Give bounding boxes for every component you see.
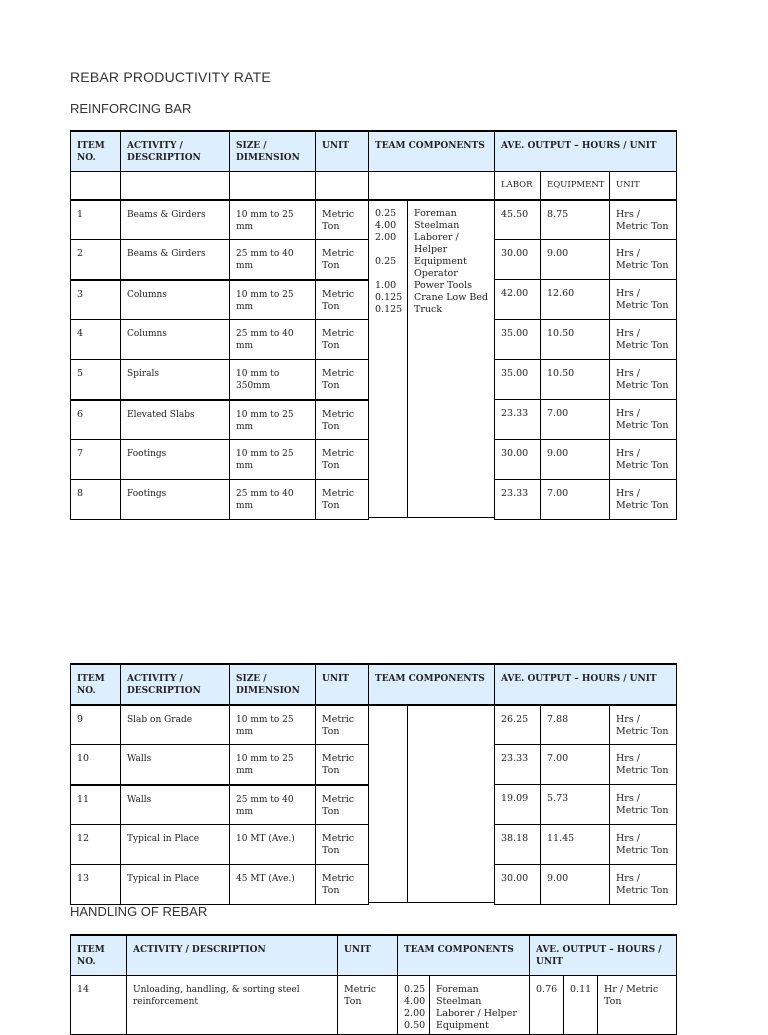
header-activity: ACTIVITY / DESCRIPTION bbox=[120, 130, 230, 172]
row-3-labor: 42.00 bbox=[494, 279, 541, 320]
team-quantities: 0.25 4.00 2.00 0.25 1.00 0.125 0.125 bbox=[368, 199, 408, 518]
header-team-components: TEAM COMPONENTS bbox=[368, 663, 495, 705]
row-4-labor: 35.00 bbox=[494, 319, 541, 360]
row-4-item: 4 bbox=[70, 319, 121, 360]
row-5-rate-unit: Hrs / Metric Ton bbox=[609, 359, 677, 400]
team-names: Foreman Steelman Laborer / Helper Equipment Operator Power Tools Crane Low Bed Truck bbox=[407, 199, 495, 518]
table-reinforcing-bar bbox=[70, 130, 677, 518]
header-item-no: ITEM NO. bbox=[70, 934, 127, 976]
row-5-equipment: 10.50 bbox=[540, 359, 610, 400]
row-4-size: 25 mm to 40 mm bbox=[229, 319, 316, 360]
row-6-labor: 23.33 bbox=[494, 399, 541, 440]
row-1-size: 10 mm to 25 mm bbox=[229, 199, 316, 240]
row-8-item: 8 bbox=[70, 479, 121, 520]
row-12-size: 10 MT (Ave.) bbox=[229, 824, 316, 865]
header-size: SIZE / DIMENSION bbox=[229, 663, 316, 705]
row-14-item: 14 bbox=[70, 975, 127, 1035]
section-heading-handling-of-rebar: HANDLING OF REBAR bbox=[70, 904, 208, 919]
subheader-blank bbox=[120, 171, 230, 200]
row-2-rate-unit: Hrs / Metric Ton bbox=[609, 239, 677, 280]
row-10-rate-unit: Hrs / Metric Ton bbox=[609, 744, 677, 785]
row-7-equipment: 9.00 bbox=[540, 439, 610, 480]
row-11-activity: Walls bbox=[120, 784, 230, 825]
header-team-components: TEAM COMPONENTS bbox=[397, 934, 530, 976]
header-unit: UNIT bbox=[337, 934, 398, 976]
row-14-labor: 0.76 bbox=[529, 975, 564, 1035]
subheader-blank bbox=[315, 171, 369, 200]
row-11-item: 11 bbox=[70, 784, 121, 825]
header-team-components: TEAM COMPONENTS bbox=[368, 130, 495, 172]
row-2-labor: 30.00 bbox=[494, 239, 541, 280]
row-2-size: 25 mm to 40 mm bbox=[229, 239, 316, 280]
row-9-activity: Slab on Grade bbox=[120, 704, 230, 745]
team-blank bbox=[407, 704, 495, 903]
table-handling-of-rebar bbox=[70, 934, 677, 1031]
row-5-size: 10 mm to 350mm bbox=[229, 359, 316, 400]
header-ave-output: AVE. OUTPUT – HOURS / UNIT bbox=[494, 663, 677, 705]
row-12-item: 12 bbox=[70, 824, 121, 865]
row-10-unit: Metric Ton bbox=[315, 744, 369, 785]
row-1-activity: Beams & Girders bbox=[120, 199, 230, 240]
row-3-equipment: 12.60 bbox=[540, 279, 610, 320]
section-heading-reinforcing-bar: REINFORCING BAR bbox=[70, 101, 192, 116]
row-11-labor: 19.09 bbox=[494, 784, 541, 825]
row-6-size: 10 mm to 25 mm bbox=[229, 399, 316, 440]
row-11-equipment: 5.73 bbox=[540, 784, 610, 825]
header-ave-output: AVE. OUTPUT – HOURS / UNIT bbox=[529, 934, 677, 976]
subheader-blank bbox=[368, 171, 495, 200]
row-9-labor: 26.25 bbox=[494, 704, 541, 745]
row-7-labor: 30.00 bbox=[494, 439, 541, 480]
table-reinforcing-bar-continued bbox=[70, 663, 677, 903]
row-12-equipment: 11.45 bbox=[540, 824, 610, 865]
row-9-item: 9 bbox=[70, 704, 121, 745]
row-13-unit: Metric Ton bbox=[315, 864, 369, 905]
row-11-rate-unit: Hrs / Metric Ton bbox=[609, 784, 677, 825]
row-2-equipment: 9.00 bbox=[540, 239, 610, 280]
row-10-labor: 23.33 bbox=[494, 744, 541, 785]
row-7-size: 10 mm to 25 mm bbox=[229, 439, 316, 480]
row-6-item: 6 bbox=[70, 399, 121, 440]
row-4-unit: Metric Ton bbox=[315, 319, 369, 360]
row-6-activity: Elevated Slabs bbox=[120, 399, 230, 440]
row-3-rate-unit: Hrs / Metric Ton bbox=[609, 279, 677, 320]
row-10-activity: Walls bbox=[120, 744, 230, 785]
row-3-activity: Columns bbox=[120, 279, 230, 320]
row-4-equipment: 10.50 bbox=[540, 319, 610, 360]
row-13-rate-unit: Hrs / Metric Ton bbox=[609, 864, 677, 905]
row-2-unit: Metric Ton bbox=[315, 239, 369, 280]
subheader-equipment: EQUIPMENT bbox=[540, 171, 610, 200]
row-12-labor: 38.18 bbox=[494, 824, 541, 865]
subheader-labor: LABOR bbox=[494, 171, 541, 200]
row-3-size: 10 mm to 25 mm bbox=[229, 279, 316, 320]
header-size: SIZE / DIMENSION bbox=[229, 130, 316, 172]
row-8-labor: 23.33 bbox=[494, 479, 541, 520]
row-12-unit: Metric Ton bbox=[315, 824, 369, 865]
row-6-unit: Metric Ton bbox=[315, 399, 369, 440]
row-11-unit: Metric Ton bbox=[315, 784, 369, 825]
row-14-unit: Metric Ton bbox=[337, 975, 398, 1035]
row-13-size: 45 MT (Ave.) bbox=[229, 864, 316, 905]
header-item-no: ITEM NO. bbox=[70, 130, 121, 172]
header-unit: UNIT bbox=[315, 130, 369, 172]
row-8-equipment: 7.00 bbox=[540, 479, 610, 520]
row-10-size: 10 mm to 25 mm bbox=[229, 744, 316, 785]
row-14-equipment: 0.11 bbox=[563, 975, 598, 1035]
row-13-equipment: 9.00 bbox=[540, 864, 610, 905]
row-8-rate-unit: Hrs / Metric Ton bbox=[609, 479, 677, 520]
row-3-unit: Metric Ton bbox=[315, 279, 369, 320]
row-3-item: 3 bbox=[70, 279, 121, 320]
row-9-unit: Metric Ton bbox=[315, 704, 369, 745]
row-7-item: 7 bbox=[70, 439, 121, 480]
row-8-unit: Metric Ton bbox=[315, 479, 369, 520]
header-activity: ACTIVITY / DESCRIPTION bbox=[120, 663, 230, 705]
row-11-size: 25 mm to 40 mm bbox=[229, 784, 316, 825]
row-13-labor: 30.00 bbox=[494, 864, 541, 905]
header-item-no: ITEM NO. bbox=[70, 663, 121, 705]
row-4-activity: Columns bbox=[120, 319, 230, 360]
row-2-item: 2 bbox=[70, 239, 121, 280]
row-1-item: 1 bbox=[70, 199, 121, 240]
row-10-item: 10 bbox=[70, 744, 121, 785]
row-1-unit: Metric Ton bbox=[315, 199, 369, 240]
subheader-blank bbox=[70, 171, 121, 200]
subheader-unit: UNIT bbox=[609, 171, 677, 200]
row-12-rate-unit: Hrs / Metric Ton bbox=[609, 824, 677, 865]
row-14-team-names: Foreman Steelman Laborer / Helper Equipment bbox=[429, 975, 530, 1035]
row-14-rate-unit: Hr / Metric Ton bbox=[597, 975, 677, 1035]
row-2-activity: Beams & Girders bbox=[120, 239, 230, 280]
row-6-equipment: 7.00 bbox=[540, 399, 610, 440]
row-6-rate-unit: Hrs / Metric Ton bbox=[609, 399, 677, 440]
row-9-size: 10 mm to 25 mm bbox=[229, 704, 316, 745]
header-ave-output: AVE. OUTPUT – HOURS / UNIT bbox=[494, 130, 677, 172]
row-7-unit: Metric Ton bbox=[315, 439, 369, 480]
row-14-activity: Unloading, handling, & sorting steel reinforcement bbox=[126, 975, 338, 1035]
row-12-activity: Typical in Place bbox=[120, 824, 230, 865]
row-8-activity: Footings bbox=[120, 479, 230, 520]
row-14-team-qty: 0.25 4.00 2.00 0.50 bbox=[397, 975, 430, 1035]
row-9-equipment: 7.88 bbox=[540, 704, 610, 745]
header-activity: ACTIVITY / DESCRIPTION bbox=[126, 934, 338, 976]
row-10-equipment: 7.00 bbox=[540, 744, 610, 785]
row-5-item: 5 bbox=[70, 359, 121, 400]
row-13-activity: Typical in Place bbox=[120, 864, 230, 905]
row-7-activity: Footings bbox=[120, 439, 230, 480]
page-title: REBAR PRODUCTIVITY RATE bbox=[70, 69, 271, 85]
row-8-size: 25 mm to 40 mm bbox=[229, 479, 316, 520]
row-1-labor: 45.50 bbox=[494, 199, 541, 240]
row-9-rate-unit: Hrs / Metric Ton bbox=[609, 704, 677, 745]
row-13-item: 13 bbox=[70, 864, 121, 905]
row-5-unit: Metric Ton bbox=[315, 359, 369, 400]
row-1-rate-unit: Hrs / Metric Ton bbox=[609, 199, 677, 240]
header-unit: UNIT bbox=[315, 663, 369, 705]
team-blank bbox=[368, 704, 408, 903]
row-1-equipment: 8.75 bbox=[540, 199, 610, 240]
row-4-rate-unit: Hrs / Metric Ton bbox=[609, 319, 677, 360]
row-7-rate-unit: Hrs / Metric Ton bbox=[609, 439, 677, 480]
row-5-activity: Spirals bbox=[120, 359, 230, 400]
row-5-labor: 35.00 bbox=[494, 359, 541, 400]
subheader-blank bbox=[229, 171, 316, 200]
